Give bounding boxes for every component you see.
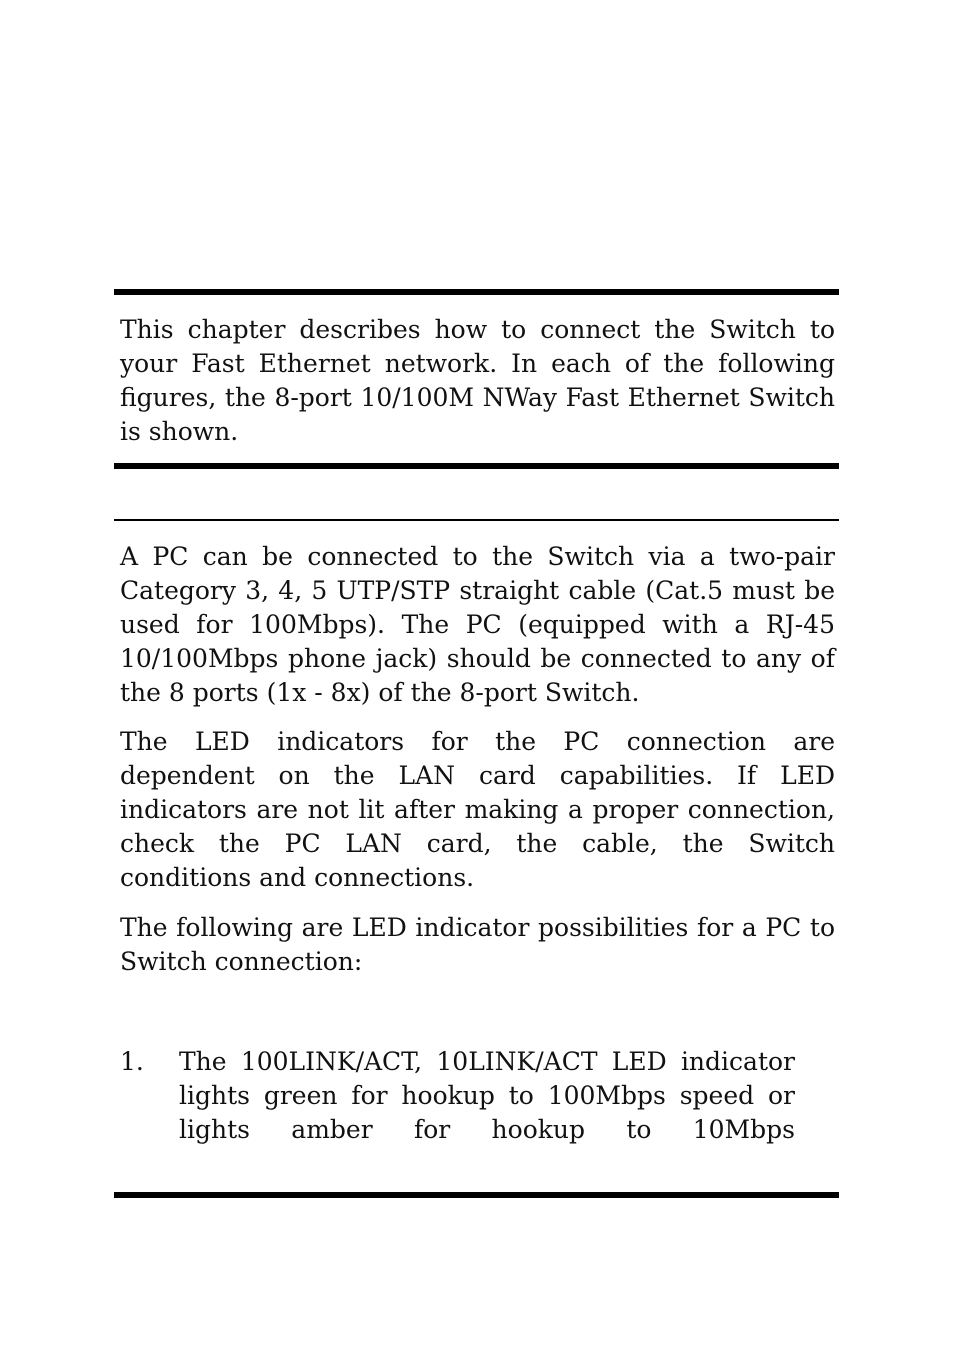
intro-bottom-rule xyxy=(114,463,839,469)
top-rule xyxy=(114,289,839,295)
led-possibilities-paragraph: The following are LED indicator possibilities for a PC to Switch connection: xyxy=(120,913,835,976)
list-item-number: 1. xyxy=(120,1047,144,1076)
led-dependency-paragraph: The LED indicators for the PC connection are dependent on the LAN card capabilities. If LED indicators are not lit after making a proper connection, check the PC LAN card, the cable, the Switch conditions and connections. xyxy=(120,727,835,892)
section-rule xyxy=(114,519,839,521)
list-item-text: The 100LINK/ACT, 10LINK/ACT LED indicator lights green for hookup to 100Mbps speed or lights amber for hookup to 10Mbps xyxy=(179,1047,795,1144)
intro-paragraph: This chapter describes how to connect the Switch to your Fast Ethernet network. In each of the following figures, the 8-port 10/100M NWay Fast Ethernet Switch is shown. xyxy=(120,315,835,446)
bottom-rule xyxy=(114,1192,839,1198)
pc-connection-paragraph: A PC can be connected to the Switch via a two-pair Category 3, 4, 5 UTP/STP straight cable (Cat.5 must be used for 100Mbps). The PC (equipped with a RJ-45 10/100Mbps phone jack) should be connected to any of the 8 ports (1x - 8x) of the 8-port Switch. xyxy=(120,542,835,707)
